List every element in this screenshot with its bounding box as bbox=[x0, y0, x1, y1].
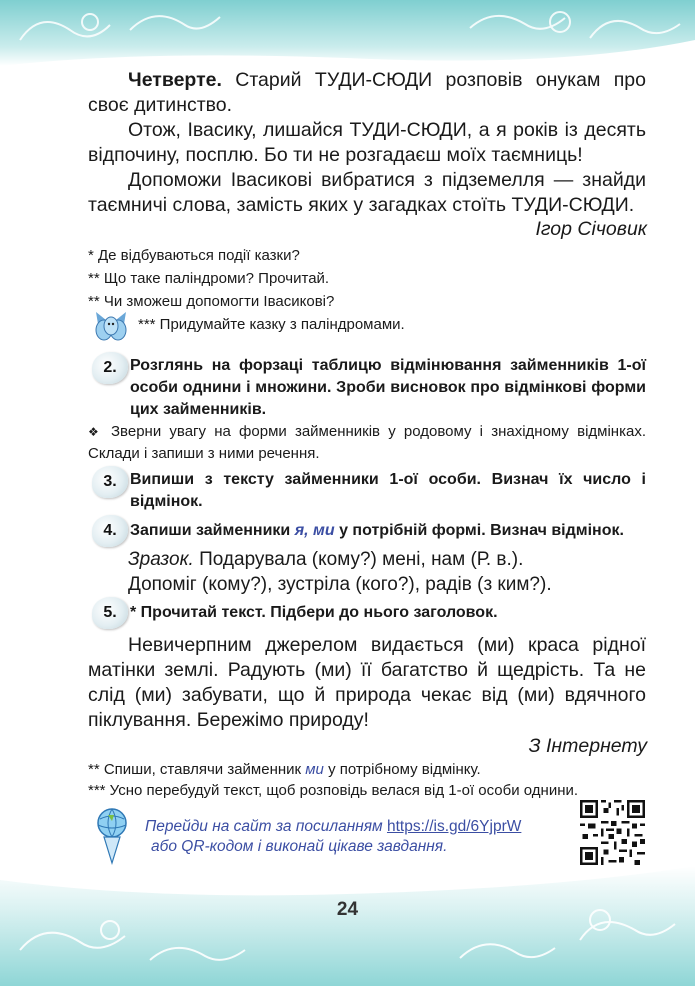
globe-cursor-icon bbox=[90, 805, 136, 865]
task-5-number: 5. bbox=[92, 597, 128, 629]
story-author: Ігор Січовик bbox=[535, 218, 647, 240]
task-3-text: Випиши з тексту займенники 1-ої особи. Визнач їх число і відмінок. bbox=[130, 471, 646, 510]
task-5-paragraph: Невичерпним джерелом видається (ми) краса рідної матінки землі. Радують (ми) її багатство й щедрість. Та не слід (ми) забувати, що й природа чекає від (ми) вдячного піклування. Бережімо природу! bbox=[88, 634, 646, 731]
task-2-text: Розглянь на форзаці таблицю відмінювання займенників 1-ої особи однини і множини. Зроби висновок про відмінкові форми цих займенників. bbox=[130, 357, 646, 418]
task-link[interactable]: https://is.gd/6YjprW bbox=[386, 818, 522, 835]
task-4-sample: Зразок. Подарувала (кому?) мені, нам (Р. в.). bbox=[128, 549, 524, 570]
task-5-note-2: *** Усно перебудуй текст, щоб розповідь велася від 1-ої особи однини. bbox=[88, 782, 579, 799]
diamond-bullet-icon: ❖ bbox=[88, 425, 103, 439]
online-text-line2: або QR-кодом і виконай цікаве завдання. bbox=[151, 838, 448, 855]
question-1: * Де відбуваються події казки? bbox=[88, 247, 300, 264]
story-paragraph-2: Отож, Івасику, лишайся ТУДИ-СЮДИ, а я років із десять відпочину, посплю. Бо ти не розгадаєш моїх таємниць! bbox=[88, 119, 646, 166]
task-4-sample-line2: Допоміг (кому?), зустріла (кого?), радів (з ким?). bbox=[128, 574, 552, 595]
qr-code[interactable] bbox=[580, 800, 645, 865]
task-5-text: * Прочитай текст. Підбери до нього заголовок. bbox=[130, 604, 498, 621]
online-text-line1: Перейди на сайт за посиланням https://is.gd/6YjprW bbox=[145, 818, 522, 835]
group-work-icon bbox=[88, 306, 134, 344]
question-3: ** Чи зможеш допомогти Івасикові? bbox=[88, 293, 335, 310]
question-4: *** Придумайте казку з паліндромами. bbox=[138, 316, 405, 333]
page-number: 24 bbox=[336, 899, 359, 920]
question-2: ** Що таке паліндроми? Прочитай. bbox=[88, 270, 330, 287]
task-5-note-1: ** Спиши, ставлячи займенник ми у потрібному відмінку. bbox=[88, 761, 481, 778]
task-2-hint: ❖ Зверни увагу на форми займенників у родовому і знахідному відмінках. Склади і запиши з ними речення. bbox=[88, 423, 646, 462]
bottom-ornament bbox=[0, 860, 695, 986]
task-4-number: 4. bbox=[92, 515, 128, 547]
task-4-text: Запиши займенники я, ми у потрібній формі. Визнач відмінок. bbox=[130, 522, 624, 539]
task-5-source: З Інтернету bbox=[528, 735, 647, 757]
story-paragraph-1: Четверте. Старий ТУДИ-СЮДИ розповів онукам про своє дитинство. bbox=[88, 69, 646, 116]
top-ornament bbox=[0, 0, 695, 72]
task-2-number: 2. bbox=[92, 352, 128, 384]
task-3-number: 3. bbox=[92, 466, 128, 498]
story-paragraph-3: Допоможи Івасикові вибратися з підземелля — знайди таємничі слова, замість яких у загадках стоїть ТУДИ-СЮДИ. bbox=[88, 169, 646, 216]
